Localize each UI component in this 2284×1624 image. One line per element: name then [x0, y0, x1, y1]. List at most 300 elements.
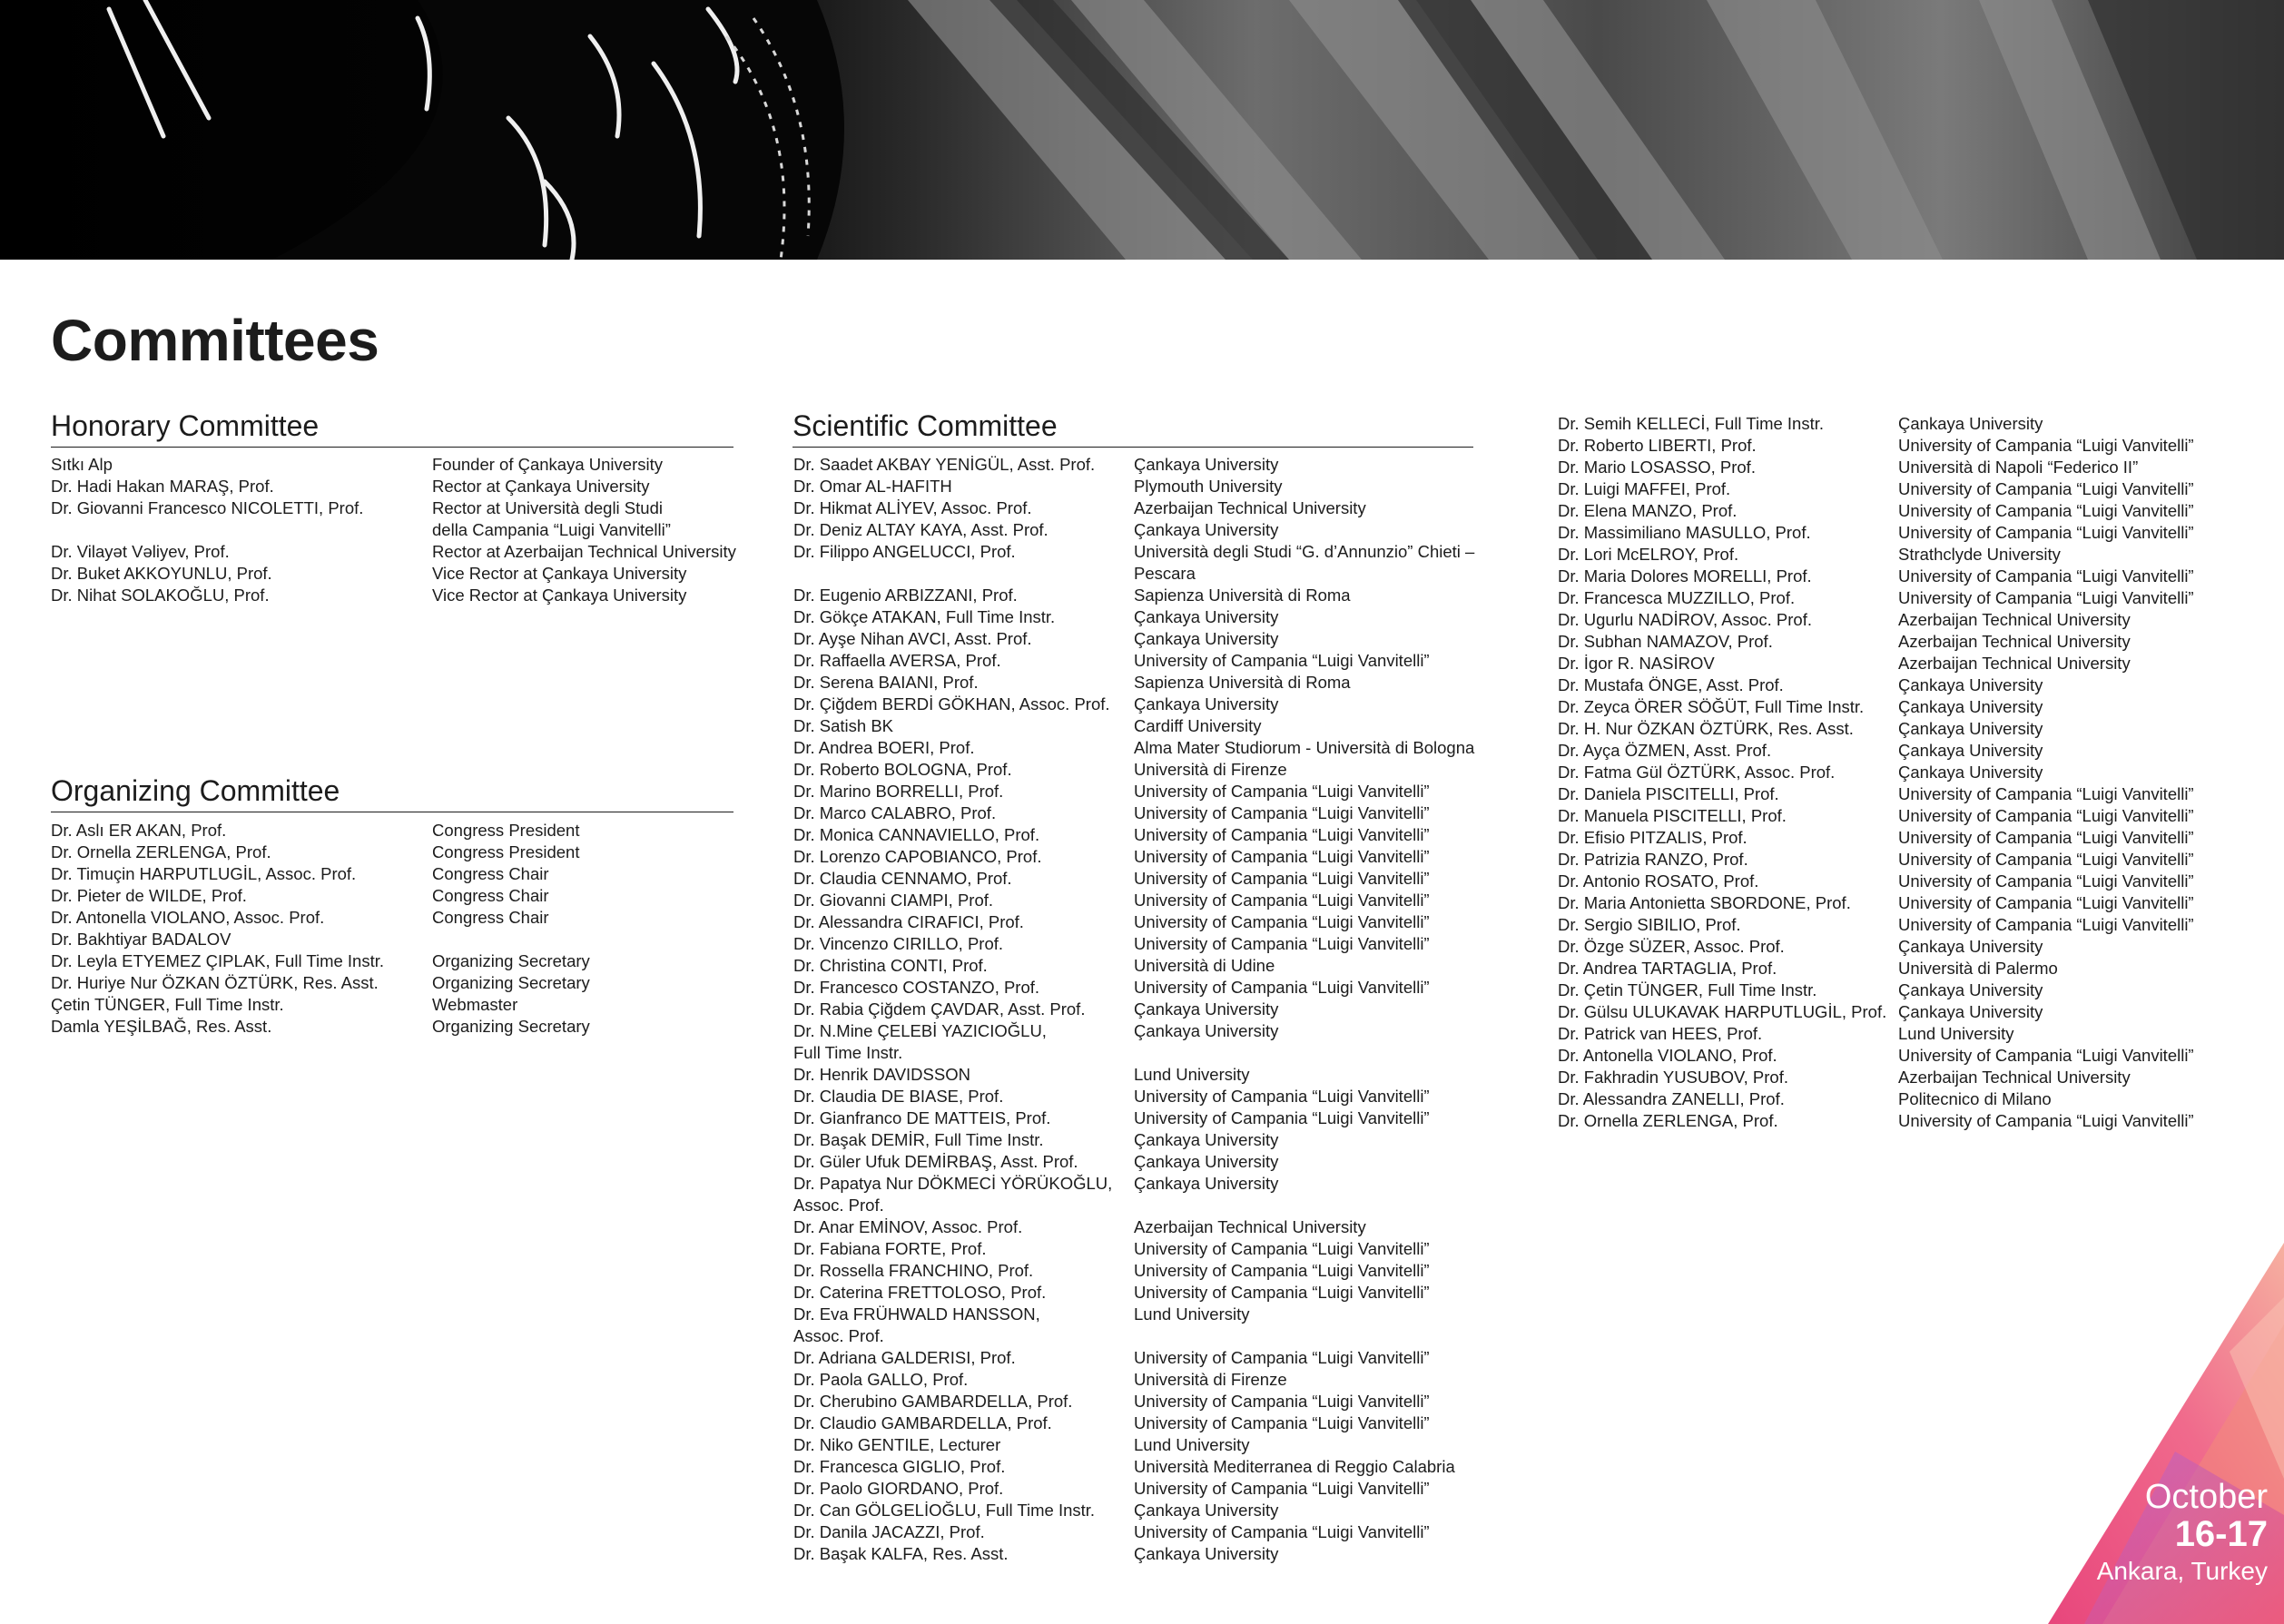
member-affiliation: Azerbaijan Technical University: [1898, 610, 2131, 629]
member-name: Dr. Çiğdem BERDİ GÖKHAN, Assoc. Prof.: [793, 694, 1110, 714]
list-item: [1558, 762, 2194, 783]
badge-month: October: [2144, 1478, 2268, 1516]
member-name: Dr. Francesca MUZZILLO, Prof.: [1558, 588, 1796, 607]
member-name: Dr. Niko GENTILE, Lecturer: [793, 1435, 1001, 1454]
member-name: Dr. Ayşe Nihan AVCI, Asst. Prof.: [793, 629, 1032, 648]
member-name: Dr. Marco CALABRO, Prof.: [793, 803, 997, 822]
list-item: [793, 1282, 1474, 1304]
member-name: Dr. Caterina FRETTOLOSO, Prof.: [793, 1283, 1047, 1302]
member-name: Dr. Andrea BOERI, Prof.: [793, 738, 975, 757]
list-item: [793, 1500, 1474, 1521]
list-item: [1558, 653, 2194, 674]
list-item: [1558, 849, 2194, 871]
list-item: [1558, 457, 2194, 478]
list-item: [51, 476, 736, 497]
member-affiliation: University of Campania “Luigi Vanvitelli”: [1898, 523, 2194, 542]
list-item: [1558, 805, 2194, 827]
member-name: Dr. Alessandra CIRAFICI, Prof.: [793, 912, 1024, 931]
list-item: [51, 885, 590, 907]
member-name: Dr. Papatya Nur DÖKMECİ YÖRÜKOĞLU,: [793, 1174, 1113, 1193]
member-affiliation: Çankaya University: [1898, 741, 2043, 760]
member-affiliation: University of Campania “Luigi Vanvitelli”: [1134, 1087, 1430, 1106]
list-item: [1558, 609, 2194, 631]
member-name: Dr. Ornella ZERLENGA, Prof.: [51, 842, 271, 861]
member-affiliation: University of Campania “Luigi Vanvitelli”: [1134, 869, 1430, 888]
member-affiliation: Çankaya University: [1898, 980, 2043, 999]
list-item: [793, 497, 1474, 519]
member-affiliation: Università di Palermo: [1898, 959, 2058, 978]
member-affiliation: Università degli Studi “G. d’Annunzio” Chieti –: [1134, 542, 1475, 561]
member-name: Dr. Cherubino GAMBARDELLA, Prof.: [793, 1392, 1073, 1411]
member-name: Dr. Fatma Gül ÖZTÜRK, Assoc. Prof.: [1558, 763, 1836, 782]
member-name: Dr. Antonella VIOLANO, Prof.: [1558, 1046, 1777, 1065]
member-affiliation: University of Campania “Luigi Vanvitelli”: [1134, 1348, 1430, 1367]
member-affiliation: Alma Mater Studiorum - Università di Bologna: [1134, 738, 1475, 757]
list-item: [793, 1391, 1474, 1412]
list-item: [51, 863, 590, 885]
member-name: Dr. Huriye Nur ÖZKAN ÖZTÜRK, Res. Asst.: [51, 973, 379, 992]
list-item: [793, 1347, 1474, 1369]
member-affiliation: Çankaya University: [1898, 675, 2043, 694]
list-item: [1558, 936, 2194, 958]
list-item: [793, 1521, 1474, 1543]
member-name: Dr. Gülsu ULUKAVAK HARPUTLUGİL, Prof.: [1558, 1002, 1887, 1021]
list-item-continued: [793, 1042, 1474, 1064]
member-name: Dr. Henrik DAVIDSSON: [793, 1065, 970, 1084]
member-name: Dr. Bakhtiyar BADALOV: [51, 930, 231, 949]
list-item: [793, 454, 1474, 476]
list-item: [793, 1064, 1474, 1086]
member-name: Dr. Başak DEMİR, Full Time Instr.: [793, 1130, 1044, 1149]
member-affiliation: University of Campania “Luigi Vanvitelli”: [1898, 784, 2194, 803]
list-item: [793, 1412, 1474, 1434]
header-banner-image: [0, 0, 2284, 260]
list-item: [1558, 979, 2194, 1001]
member-affiliation: Çankaya University: [1898, 1002, 2043, 1021]
member-affiliation: University of Campania “Luigi Vanvitelli”: [1134, 782, 1430, 801]
list-item: [793, 541, 1474, 563]
list-item: [1558, 914, 2194, 936]
member-affiliation: Çankaya University: [1898, 414, 2043, 433]
member-affiliation: University of Campania “Luigi Vanvitelli”: [1134, 1261, 1430, 1280]
list-item: [793, 1173, 1474, 1195]
list-item: [51, 1016, 590, 1038]
member-name: Dr. Sergio SIBILIO, Prof.: [1558, 915, 1741, 934]
list-item: [1558, 718, 2194, 740]
list-item: [793, 1478, 1474, 1500]
list-item: [793, 1020, 1474, 1042]
member-affiliation: University of Campania “Luigi Vanvitelli”: [1898, 806, 2194, 825]
list-item: [1558, 696, 2194, 718]
scientific-committee-list-column-1: [793, 454, 1474, 1565]
member-name: Dr. Pieter de WILDE, Prof.: [51, 886, 247, 905]
member-name: Dr. Manuela PISCITELLI, Prof.: [1558, 806, 1787, 825]
member-role: Congress Chair: [432, 886, 549, 905]
member-name: Dr. Patrizia RANZO, Prof.: [1558, 850, 1748, 869]
list-item: [1558, 500, 2194, 522]
list-item: [793, 1456, 1474, 1478]
list-item: [793, 1369, 1474, 1391]
member-name: Dr. Buket AKKOYUNLU, Prof.: [51, 564, 272, 583]
member-name: Dr. Çetin TÜNGER, Full Time Instr.: [1558, 980, 1817, 999]
list-item: [793, 759, 1474, 781]
member-name: [51, 519, 432, 541]
member-affiliation: Cardiff University: [1134, 716, 1262, 735]
list-item: [1558, 566, 2194, 587]
member-name: Dr. Antonella VIOLANO, Assoc. Prof.: [51, 908, 325, 927]
member-name: Dr. Semih KELLECİ, Full Time Instr.: [1558, 414, 1825, 433]
member-affiliation: University of Campania “Luigi Vanvitelli”: [1134, 1239, 1430, 1258]
member-name: Dr. Mustafa ÖNGE, Asst. Prof.: [1558, 675, 1784, 694]
member-affiliation: Çankaya University: [1134, 1152, 1279, 1171]
member-affiliation: Università di Udine: [1134, 956, 1275, 975]
member-name: Dr. Deniz ALTAY KAYA, Asst. Prof.: [793, 520, 1048, 539]
member-affiliation: University of Campania “Luigi Vanvitelli”: [1134, 847, 1430, 866]
member-name: Dr. Paola GALLO, Prof.: [793, 1370, 969, 1389]
member-affiliation: University of Campania “Luigi Vanvitelli”: [1134, 1108, 1430, 1127]
banner-graphic: [0, 0, 2284, 260]
member-name: Çetin TÜNGER, Full Time Instr.: [51, 995, 284, 1014]
member-affiliation: Lund University: [1134, 1435, 1250, 1454]
member-affiliation: University of Campania “Luigi Vanvitelli”: [1134, 978, 1430, 997]
list-item: [51, 907, 590, 929]
member-name: Dr. Christina CONTI, Prof.: [793, 956, 988, 975]
member-name: Dr. Hikmat ALİYEV, Assoc. Prof.: [793, 498, 1032, 517]
list-item: [1558, 783, 2194, 805]
list-item: [793, 1086, 1474, 1107]
member-affiliation: Çankaya University: [1134, 694, 1279, 714]
member-name: Dr. Subhan NAMAZOV, Prof.: [1558, 632, 1773, 651]
list-item-continued: [793, 1325, 1474, 1347]
member-affiliation: University of Campania “Luigi Vanvitelli”: [1134, 1479, 1430, 1498]
member-name: Dr. Claudia DE BIASE, Prof.: [793, 1087, 1004, 1106]
list-item: [1558, 413, 2194, 435]
list-item: [793, 1238, 1474, 1260]
member-affiliation: University of Campania “Luigi Vanvitelli”: [1134, 1392, 1430, 1411]
list-item: [793, 585, 1474, 606]
list-item: [1558, 871, 2194, 892]
member-affiliation: University of Campania “Luigi Vanvitelli”: [1898, 1046, 2194, 1065]
scientific-committee-list-column-2: [1558, 413, 2194, 1132]
member-name: Dr. Güler Ufuk DEMİRBAŞ, Asst. Prof.: [793, 1152, 1078, 1171]
member-name: Dr. Can GÖLGELİOĞLU, Full Time Instr.: [793, 1501, 1096, 1520]
list-item: [1558, 740, 2194, 762]
organizing-committee-list: [51, 820, 590, 1038]
member-affiliation: Çankaya University: [1898, 697, 2043, 716]
list-item: [1558, 674, 2194, 696]
list-item: [51, 820, 590, 842]
member-name: Dr. Ornella ZERLENGA, Prof.: [1558, 1111, 1778, 1130]
member-name: Dr. Adriana GALDERISI, Prof.: [793, 1348, 1016, 1367]
list-item: [1558, 522, 2194, 544]
page-title: Committees: [51, 308, 379, 373]
member-name: Dr. Aslı ER AKAN, Prof.: [51, 821, 227, 840]
member-name: Dr. Daniela PISCITELLI, Prof.: [1558, 784, 1779, 803]
member-affiliation: University of Campania “Luigi Vanvitelli”: [1898, 915, 2194, 934]
member-affiliation: Università di Napoli “Federico II”: [1898, 458, 2139, 477]
member-name: Damla YEŞİLBAĞ, Res. Asst.: [51, 1017, 272, 1036]
member-affiliation-continued: Pescara: [1134, 564, 1196, 583]
member-affiliation: University of Campania “Luigi Vanvitelli”: [1898, 501, 2194, 520]
member-affiliation: Università di Firenze: [1134, 1370, 1287, 1389]
member-affiliation: Çankaya University: [1134, 999, 1279, 1019]
list-item: [51, 972, 590, 994]
list-item: [793, 824, 1474, 846]
list-item: [793, 476, 1474, 497]
member-name: Dr. Claudia CENNAMO, Prof.: [793, 869, 1012, 888]
list-item: [793, 737, 1474, 759]
member-affiliation: Çankaya University: [1898, 763, 2043, 782]
member-name-continued: Assoc. Prof.: [793, 1196, 884, 1215]
member-affiliation: Plymouth University: [1134, 477, 1283, 496]
honorary-committee-list: [51, 454, 736, 606]
list-item: [51, 950, 590, 972]
list-item: [1558, 1045, 2194, 1067]
member-affiliation: Strathclyde University: [1898, 545, 2061, 564]
member-affiliation: Sapienza Università di Roma: [1134, 586, 1351, 605]
list-item: [793, 650, 1474, 672]
list-item: [51, 929, 590, 950]
list-item: [1558, 1088, 2194, 1110]
list-item-continued: [793, 563, 1474, 585]
member-affiliation: Sapienza Università di Roma: [1134, 673, 1351, 692]
member-name: Dr. Giovanni CIAMPI, Prof.: [793, 891, 994, 910]
member-affiliation: Çankaya University: [1134, 1130, 1279, 1149]
list-item: [793, 911, 1474, 933]
member-affiliation: University of Campania “Luigi Vanvitelli”: [1134, 803, 1430, 822]
list-item: [793, 999, 1474, 1020]
member-name: Dr. Rossella FRANCHINO, Prof.: [793, 1261, 1034, 1280]
member-name: Dr. Danila JACAZZI, Prof.: [793, 1522, 985, 1541]
member-affiliation: Çankaya University: [1134, 1174, 1279, 1193]
member-name: Dr. Andrea TARTAGLIA, Prof.: [1558, 959, 1777, 978]
list-item: [51, 842, 590, 863]
member-affiliation: Çankaya University: [1134, 1501, 1279, 1520]
member-name: Dr. Elena MANZO, Prof.: [1558, 501, 1738, 520]
member-affiliation: Çankaya University: [1134, 455, 1279, 474]
member-name: Dr. Giovanni Francesco NICOLETTI, Prof.: [51, 498, 364, 517]
member-affiliation: University of Campania “Luigi Vanvitelli”: [1898, 893, 2194, 912]
member-name: Dr. Gökçe ATAKAN, Full Time Instr.: [793, 607, 1056, 626]
list-item: [51, 519, 736, 541]
member-affiliation: Çankaya University: [1898, 937, 2043, 956]
member-affiliation: University of Campania “Luigi Vanvitelli”: [1898, 828, 2194, 847]
member-role: Congress Chair: [432, 864, 549, 883]
list-item: [793, 1216, 1474, 1238]
member-name: Dr. Başak KALFA, Res. Asst.: [793, 1544, 1009, 1563]
member-affiliation: University of Campania “Luigi Vanvitelli”: [1134, 1283, 1430, 1302]
member-affiliation: University of Campania “Luigi Vanvitelli”: [1898, 871, 2194, 891]
member-name: Dr. Omar AL-HAFITH: [793, 477, 952, 496]
member-name: Dr. Massimiliano MASULLO, Prof.: [1558, 523, 1811, 542]
member-name: Dr. Leyla ETYEMEZ ÇIPLAK, Full Time Instr.: [51, 951, 385, 970]
list-item: [1558, 958, 2194, 979]
member-name-continued: Full Time Instr.: [793, 1043, 903, 1062]
member-affiliation: Lund University: [1898, 1024, 2014, 1043]
member-name: Dr. Nihat SOLAKOĞLU, Prof.: [51, 586, 270, 605]
member-affiliation: University of Campania “Luigi Vanvitelli”: [1134, 651, 1430, 670]
member-role: Webmaster: [432, 995, 518, 1014]
list-item: [793, 1304, 1474, 1325]
member-affiliation: University of Campania “Luigi Vanvitelli”: [1898, 436, 2194, 455]
member-affiliation: Azerbaijan Technical University: [1898, 1068, 2131, 1087]
list-item: [793, 1129, 1474, 1151]
list-item: [51, 585, 736, 606]
member-name: Dr. Rabia Çiğdem ÇAVDAR, Asst. Prof.: [793, 999, 1086, 1019]
member-name: Dr. İgor R. NASİROV: [1558, 654, 1715, 673]
list-item: [793, 1260, 1474, 1282]
list-item: [793, 672, 1474, 694]
member-affiliation: Çankaya University: [1134, 629, 1279, 648]
list-item: [1558, 1067, 2194, 1088]
list-item: [793, 846, 1474, 868]
member-name: Dr. Saadet AKBAY YENİGÜL, Asst. Prof.: [793, 455, 1096, 474]
member-affiliation: University of Campania “Luigi Vanvitelli”: [1898, 1111, 2194, 1130]
list-item: [793, 1151, 1474, 1173]
member-affiliation: University of Campania “Luigi Vanvitelli”: [1898, 479, 2194, 498]
list-item: [51, 454, 736, 476]
member-name: Dr. Francesca GIGLIO, Prof.: [793, 1457, 1006, 1476]
member-name: Dr. Vilayət Vəliyev, Prof.: [51, 542, 230, 561]
member-name: Dr. Maria Dolores MORELLI, Prof.: [1558, 566, 1812, 586]
member-name: Dr. Vincenzo CIRILLO, Prof.: [793, 934, 1004, 953]
member-affiliation: Azerbaijan Technical University: [1898, 654, 2131, 673]
member-role: Congress Chair: [432, 908, 549, 927]
member-affiliation: University of Campania “Luigi Vanvitelli”: [1134, 1522, 1430, 1541]
member-role: Congress President: [432, 842, 580, 861]
member-affiliation: University of Campania “Luigi Vanvitelli”: [1134, 934, 1430, 953]
member-role: Rector at Azerbaijan Technical University: [432, 542, 736, 561]
member-name: Dr. Anar EMİNOV, Assoc. Prof.: [793, 1217, 1023, 1236]
list-item: [1558, 631, 2194, 653]
list-item: [793, 519, 1474, 541]
member-name: Dr. Serena BAIANI, Prof.: [793, 673, 979, 692]
member-role: Congress President: [432, 821, 580, 840]
honorary-committee-heading: Honorary Committee: [51, 408, 733, 448]
member-affiliation: Università Mediterranea di Reggio Calabria: [1134, 1457, 1455, 1476]
member-name: Dr. N.Mine ÇELEBİ YAZICIOĞLU,: [793, 1021, 1047, 1040]
member-name: Dr. Raffaella AVERSA, Prof.: [793, 651, 1001, 670]
member-role: Organizing Secretary: [432, 973, 590, 992]
list-item: [793, 1434, 1474, 1456]
member-name: Dr. Zeyca ÖRER SÖĞÜT, Full Time Instr.: [1558, 697, 1865, 716]
member-name: Dr. Marino BORRELLI, Prof.: [793, 782, 1004, 801]
member-affiliation: Çankaya University: [1134, 1021, 1279, 1040]
list-item: [793, 694, 1474, 715]
member-name: Dr. Fakhradin YUSUBOV, Prof.: [1558, 1068, 1788, 1087]
list-item: [1558, 1001, 2194, 1023]
event-date-badge: [2048, 1243, 2284, 1624]
list-item: [793, 1107, 1474, 1129]
member-name: Dr. Eugenio ARBIZZANI, Prof.: [793, 586, 1018, 605]
member-name: Dr. Alessandra ZANELLI, Prof.: [1558, 1089, 1785, 1108]
member-name-continued: Assoc. Prof.: [793, 1326, 884, 1345]
list-item: [793, 1543, 1474, 1565]
member-affiliation: University of Campania “Luigi Vanvitelli”: [1898, 850, 2194, 869]
member-affiliation: Çankaya University: [1134, 520, 1279, 539]
member-affiliation: Çankaya University: [1134, 1544, 1279, 1563]
member-affiliation: Lund University: [1134, 1065, 1250, 1084]
member-name: Dr. Özge SÜZER, Assoc. Prof.: [1558, 937, 1785, 956]
list-item: [793, 802, 1474, 824]
member-role: Rector at Università degli Studi: [432, 498, 663, 517]
list-item: [51, 497, 736, 519]
member-affiliation: Lund University: [1134, 1304, 1250, 1324]
member-name: Dr. Ugurlu NADİROV, Assoc. Prof.: [1558, 610, 1812, 629]
member-affiliation: University of Campania “Luigi Vanvitelli”: [1134, 1413, 1430, 1432]
badge-place: Ankara, Turkey: [2096, 1557, 2268, 1585]
list-item: [793, 606, 1474, 628]
member-name-continued: [793, 563, 1134, 585]
member-affiliation: Politecnico di Milano: [1898, 1089, 2052, 1108]
member-affiliation: Çankaya University: [1898, 719, 2043, 738]
list-item: [1558, 1110, 2194, 1132]
member-name: Dr. Fabiana FORTE, Prof.: [793, 1239, 987, 1258]
list-item: [793, 933, 1474, 955]
list-item: [51, 994, 590, 1016]
member-name: Dr. Claudio GAMBARDELLA, Prof.: [793, 1413, 1052, 1432]
member-role: Rector at Çankaya University: [432, 477, 650, 496]
member-name: Dr. Ayça ÖZMEN, Asst. Prof.: [1558, 741, 1772, 760]
member-role: Organizing Secretary: [432, 951, 590, 970]
list-item-continued: [793, 1195, 1474, 1216]
member-name: Dr. Luigi MAFFEI, Prof.: [1558, 479, 1731, 498]
list-item: [793, 628, 1474, 650]
member-name: Dr. Antonio ROSATO, Prof.: [1558, 871, 1759, 891]
member-name: Dr. Roberto BOLOGNA, Prof.: [793, 760, 1012, 779]
member-name: Dr. Efisio PITZALIS, Prof.: [1558, 828, 1747, 847]
member-role: Organizing Secretary: [432, 1017, 590, 1036]
member-affiliation: University of Campania “Luigi Vanvitelli”: [1898, 566, 2194, 586]
member-affiliation: University of Campania “Luigi Vanvitelli”: [1134, 825, 1430, 844]
member-name: Dr. Monica CANNAVIELLO, Prof.: [793, 825, 1040, 844]
member-name: Dr. Lorenzo CAPOBIANCO, Prof.: [793, 847, 1042, 866]
list-item: [1558, 892, 2194, 914]
member-name: Dr. Timuçin HARPUTLUGİL, Assoc. Prof.: [51, 864, 357, 883]
member-role: Vice Rector at Çankaya University: [432, 586, 687, 605]
member-affiliation: University of Campania “Luigi Vanvitelli”: [1134, 891, 1430, 910]
member-name: Dr. Gianfranco DE MATTEIS, Prof.: [793, 1108, 1051, 1127]
list-item: [1558, 827, 2194, 849]
member-affiliation: University of Campania “Luigi Vanvitelli”: [1898, 588, 2194, 607]
member-name: Dr. H. Nur ÖZKAN ÖZTÜRK, Res. Asst.: [1558, 719, 1854, 738]
member-name: Dr. Maria Antonietta SBORDONE, Prof.: [1558, 893, 1851, 912]
list-item: [51, 541, 736, 563]
list-item: [1558, 435, 2194, 457]
member-name: Dr. Hadi Hakan MARAŞ, Prof.: [51, 477, 274, 496]
list-item: [793, 868, 1474, 890]
list-item: [1558, 587, 2194, 609]
list-item: [793, 890, 1474, 911]
member-name: Dr. Eva FRÜHWALD HANSSON,: [793, 1304, 1040, 1324]
member-name: Dr. Filippo ANGELUCCI, Prof.: [793, 542, 1016, 561]
member-name: Dr. Paolo GIORDANO, Prof.: [793, 1479, 1004, 1498]
member-name: Dr. Lori McELROY, Prof.: [1558, 545, 1739, 564]
member-role: Vice Rector at Çankaya University: [432, 564, 687, 583]
badge-dates: 16-17: [2174, 1514, 2268, 1554]
member-role: Founder of Çankaya University: [432, 455, 663, 474]
member-name: Dr. Patrick van HEES, Prof.: [1558, 1024, 1763, 1043]
member-affiliation: Azerbaijan Technical University: [1134, 1217, 1366, 1236]
member-name: Dr. Satish BK: [793, 716, 894, 735]
member-affiliation: Azerbaijan Technical University: [1134, 498, 1366, 517]
scientific-committee-heading: Scientific Committee: [793, 408, 1473, 448]
member-name: Dr. Mario LOSASSO, Prof.: [1558, 458, 1756, 477]
list-item: [793, 977, 1474, 999]
list-item: [1558, 544, 2194, 566]
member-role-continued: della Campania “Luigi Vanvitelli”: [432, 520, 671, 539]
member-name: Sıtkı Alp: [51, 455, 113, 474]
